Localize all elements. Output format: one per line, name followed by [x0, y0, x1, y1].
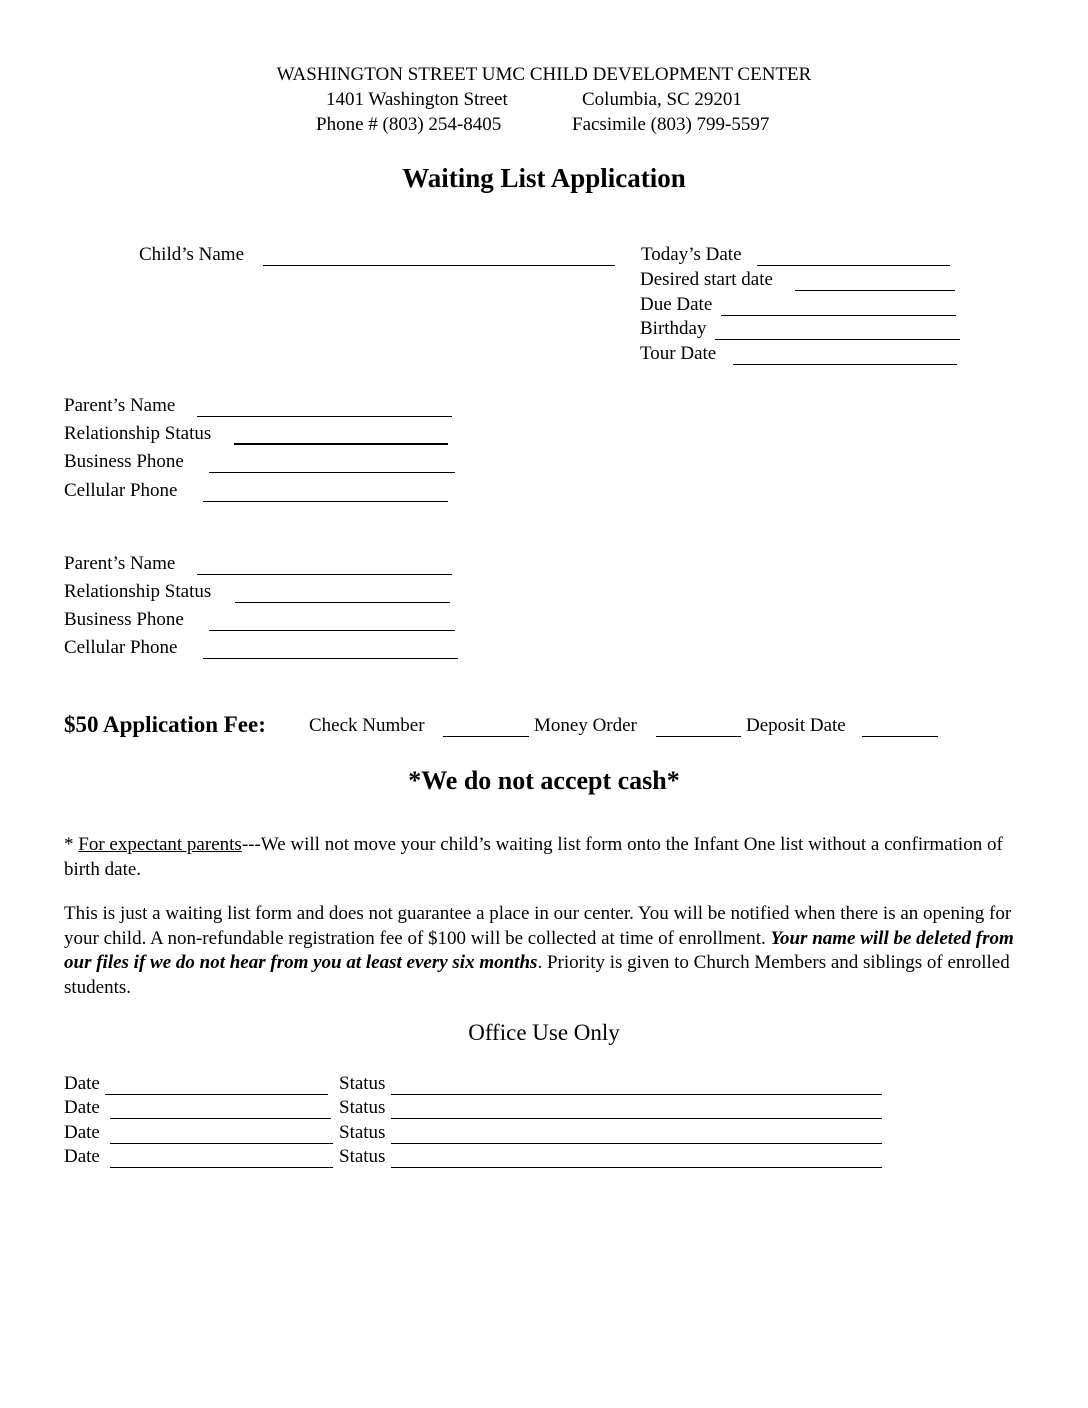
office-status-label: Status: [339, 1073, 386, 1094]
money-order-field[interactable]: [656, 736, 741, 737]
office-date-field[interactable]: [105, 1094, 328, 1095]
parent1-business-label: Business Phone: [64, 451, 184, 472]
office-date-field[interactable]: [110, 1143, 333, 1144]
form-title: Waiting List Application: [402, 163, 686, 193]
desired-start-field[interactable]: [795, 290, 955, 291]
parent1-cell-field[interactable]: [203, 501, 448, 502]
parent2-name-label: Parent’s Name: [64, 553, 176, 574]
office-date-field[interactable]: [110, 1118, 331, 1119]
parent2-name-field[interactable]: [197, 574, 452, 575]
desired-start-label: Desired start date: [640, 269, 773, 290]
city-address: Columbia, SC 29201: [582, 89, 742, 110]
check-number-field[interactable]: [443, 736, 529, 737]
today-date-field[interactable]: [757, 265, 950, 266]
notice-italic: Your name will be deleted from our files if we do not hear from you at least every six months: [64, 927, 1014, 973]
parent1-relationship-field[interactable]: [234, 443, 448, 445]
today-date-label: Today’s Date: [641, 244, 742, 265]
expectant-text: ---We will not move your child’s waiting list form onto the Infant One list without a confirmation of birth date.: [64, 834, 1003, 880]
parent2-relationship-field[interactable]: [235, 602, 450, 603]
parent1-relationship-label: Relationship Status: [64, 423, 212, 444]
notice-text-1: This is just a waiting list form and does not guarantee a place in our center. You will be notified when there is an opening for your child. A non-refundable registration fee of $100 will be collected at time of enrollment.: [64, 903, 1012, 949]
tour-date-field[interactable]: [733, 364, 957, 365]
parent2-business-label: Business Phone: [64, 609, 184, 630]
fax-number: Facsimile (803) 799-5597: [572, 114, 770, 135]
deposit-date-label: Deposit Date: [746, 715, 846, 736]
birthday-field[interactable]: [715, 339, 960, 340]
parent2-cell-label: Cellular Phone: [64, 637, 178, 658]
application-fee-label: $50 Application Fee:: [64, 712, 266, 737]
child-name-field[interactable]: [263, 265, 615, 266]
parent1-cell-label: Cellular Phone: [64, 480, 178, 501]
parent1-business-field[interactable]: [209, 472, 455, 473]
office-status-field[interactable]: [391, 1143, 882, 1144]
note-star: *: [64, 834, 79, 855]
office-date-field[interactable]: [110, 1167, 333, 1168]
waiting-list-notice: [64, 902, 1024, 1000]
parent2-cell-field[interactable]: [203, 658, 458, 659]
cash-notice: *We do not accept cash*: [408, 766, 680, 795]
office-use-title: Office Use Only: [468, 1020, 620, 1045]
office-date-label: Date: [64, 1073, 100, 1094]
office-date-label: Date: [64, 1097, 100, 1118]
office-status-field[interactable]: [391, 1167, 882, 1168]
birthday-label: Birthday: [640, 318, 707, 339]
office-status-label: Status: [339, 1122, 386, 1143]
tour-date-label: Tour Date: [640, 343, 717, 364]
due-date-label: Due Date: [640, 294, 713, 315]
deposit-date-field[interactable]: [862, 736, 938, 737]
office-status-label: Status: [339, 1146, 386, 1167]
due-date-field[interactable]: [721, 315, 956, 316]
check-number-label: Check Number: [309, 715, 425, 736]
office-status-field[interactable]: [391, 1094, 882, 1095]
money-order-label: Money Order: [534, 715, 637, 736]
child-name-label: Child’s Name: [139, 244, 245, 265]
parent1-name-label: Parent’s Name: [64, 395, 176, 416]
office-status-label: Status: [339, 1097, 386, 1118]
office-date-label: Date: [64, 1146, 100, 1167]
parent2-relationship-label: Relationship Status: [64, 581, 212, 602]
parent2-business-field[interactable]: [209, 630, 455, 631]
expectant-lead: For expectant parents: [78, 834, 242, 855]
parent1-name-field[interactable]: [197, 416, 452, 417]
org-name: WASHINGTON STREET UMC CHILD DEVELOPMENT CENTER: [276, 64, 812, 85]
office-status-field[interactable]: [391, 1118, 882, 1119]
office-date-label: Date: [64, 1122, 100, 1143]
street-address: 1401 Washington Street: [326, 89, 508, 110]
expectant-parents-note: [64, 833, 1024, 882]
phone-number: Phone # (803) 254-8405: [316, 114, 502, 135]
notice-text-2: . Priority is given to Church Members and siblings of enrolled students.: [64, 952, 1010, 998]
